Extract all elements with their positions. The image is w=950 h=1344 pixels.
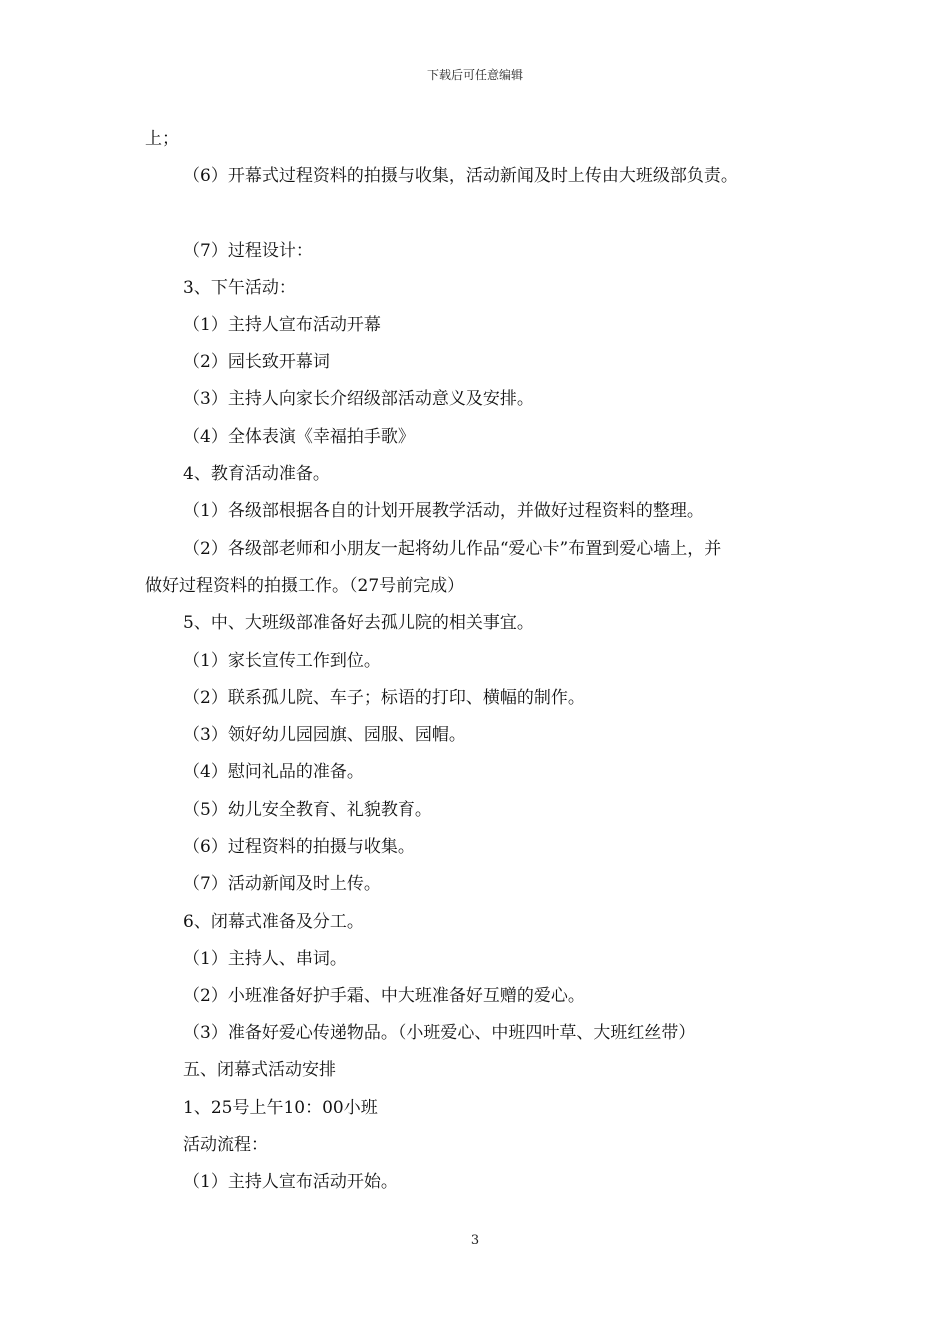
text-line: 5、中、大班级部准备好去孤儿院的相关事宜。: [183, 613, 534, 633]
text-line: （7）活动新闻及时上传。: [183, 874, 381, 894]
text-line: （6）开幕式过程资料的拍摄与收集，活动新闻及时上传由大班级部负责。: [183, 166, 738, 186]
text-line: 做好过程资料的拍摄工作。（27号前完成）: [145, 576, 465, 596]
text-line: 上；: [145, 129, 179, 149]
text-line: （2）联系孤儿院、车子；标语的打印、横幅的制作。: [183, 688, 585, 708]
text-line: （5）幼儿安全教育、礼貌教育。: [183, 800, 432, 820]
text-line: （6）过程资料的拍摄与收集。: [183, 837, 415, 857]
text-line: （3）准备好爱心传递物品。（小班爱心、中班四叶草、大班红丝带）: [183, 1023, 696, 1043]
text-line: （3）领好幼儿园园旗、园服、园帽。: [183, 725, 466, 745]
text-line: （2）园长致开幕词: [183, 352, 330, 372]
text-line: 3、下午活动：: [183, 278, 296, 298]
text-line: （7）过程设计：: [183, 241, 313, 261]
text-line: （4）慰问礼品的准备。: [183, 762, 364, 782]
text-line: 五、闭幕式活动安排: [183, 1060, 336, 1080]
text-line: （3）主持人向家长介绍级部活动意义及安排。: [183, 389, 534, 409]
text-line: （2）各级部老师和小朋友一起将幼儿作品“爱心卡”布置到爱心墙上，并: [183, 539, 722, 559]
text-line: （4）全体表演《幸福拍手歌》: [183, 427, 415, 447]
text-line: （1）主持人宣布活动开始。: [183, 1172, 398, 1192]
text-line: （1）主持人、串词。: [183, 949, 347, 969]
text-line: 活动流程：: [183, 1135, 268, 1155]
text-line: 4、教育活动准备。: [183, 464, 330, 484]
text-line: （2）小班准备好护手霜、中大班准备好互赠的爱心。: [183, 986, 585, 1006]
page-header: 下载后可任意编辑: [426, 68, 523, 82]
text-line: （1）家长宣传工作到位。: [183, 651, 381, 671]
text-line: 1、25号上午10：00小班: [183, 1098, 378, 1118]
text-line: （1）主持人宣布活动开幕: [183, 315, 381, 335]
page-number: 3: [470, 1233, 480, 1248]
text-line: （1）各级部根据各自的计划开展教学活动，并做好过程资料的整理。: [183, 501, 704, 521]
text-line: 6、闭幕式准备及分工。: [183, 912, 364, 932]
